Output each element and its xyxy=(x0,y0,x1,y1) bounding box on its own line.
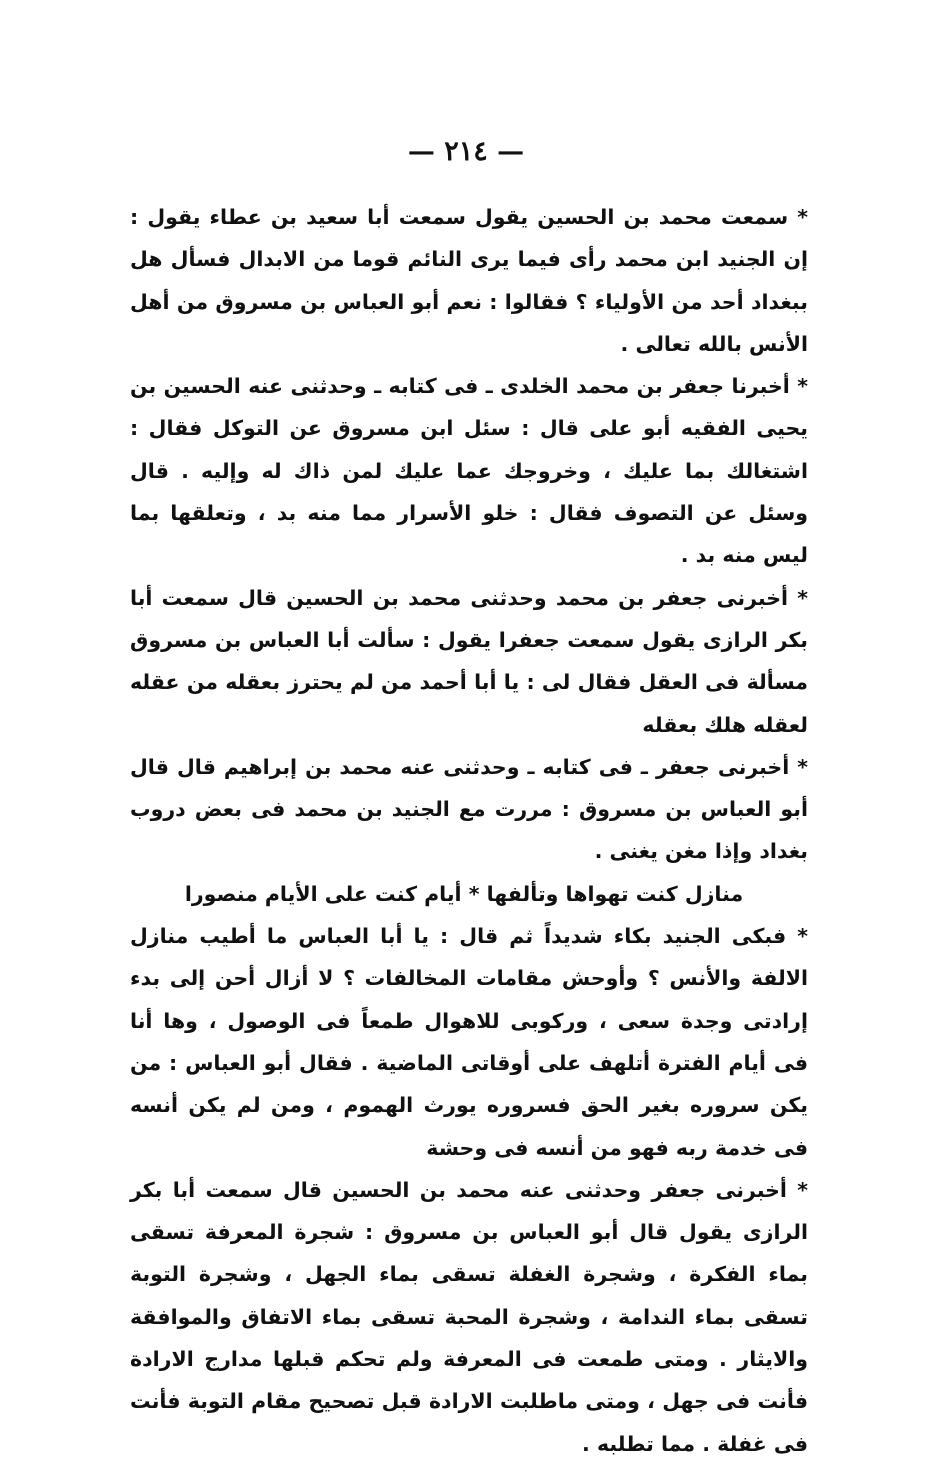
paragraph-6: * أخبرنى جعفر وحدثنى عنه محمد بن الحسين قال سمعت أبا بكر الرازى يقول قال أبو العباس بن مسروق : شجرة المعرفة تسقى بماء الفكرة ، وشجرة الغفلة تسقى بماء الجهل ، وشجرة التوبة تسقى بماء الندامة ، وشجرة المحبة تسقى بماء الاتفاق والموافقة والايثار . ومتى طمعت فى المعرفة ولم تحكم قبلها مدارج الارادة فأنت فى جهل ، ومتى ماطلبت الارادة قبل تصحيح مقام التوبة فأنت فى غفلة . مما تطلبه . xyxy=(130,1177,808,1456)
paragraph-5: * فبكى الجنيد بكاء شديداً ثم قال : يا أبا العباس ما أطيب منازل الالفة والأنس ؟ وأوحش مقامات المخالفات ؟ لا أزال أحن إلى بدء إرادتى وجدة سعى ، وركوبى للاهوال طمعاً فى الوصول ، وها أنا فى أيام الفترة أتلهف على أوقاتى الماضية . فقال أبو العباس : من يكن سروره بغير الحق فسروره يورث الهموم ، ومن لم يكن أنسه فى خدمة ربه فهو من أنسه فى وحشة xyxy=(130,924,808,1160)
paragraph-3: * أخبرنى جعفر بن محمد وحدثنى محمد بن الحسين قال سمعت أبا بكر الرازى يقول سمعت جعفرا يقول : سألت أبا العباس بن مسروق مسألة فى العقل فقال لى : يا أبا أحمد من لم يحترز بعقله من عقله لعقله هلك بعقله xyxy=(130,585,808,737)
page-body xyxy=(130,196,808,1465)
paragraph-4: * أخبرنى جعفر ـ فى كتابه ـ وحدثنى عنه محمد بن إبراهيم قال قال أبو العباس بن مسروق : مررت مع الجنيد بن محمد فى بعض دروب بغداد وإذا مغن يغنى . xyxy=(130,754,808,864)
paragraph-2: * أخبرنا جعفر بن محمد الخلدى ـ فى كتابه ـ وحدثنى عنه الحسين بن يحيى الفقيه أبو على قال : سئل ابن مسروق عن التوكل فقال : اشتغالك بما عليك ، وخروجك عما عليك لمن ذاك له وإليه . قال وسئل عن التصوف فقال : خلو الأسرار مما منه بد ، وتعلقها بما ليس منه بد . xyxy=(130,374,808,568)
poetry-verse: منازل كنت تهواها وتألفها * أيام كنت على الأيام منصورا xyxy=(184,881,744,906)
page-number: — ٢١٤ — xyxy=(407,136,525,167)
paragraph-1: * سمعت محمد بن الحسين يقول سمعت أبا سعيد بن عطاء يقول : إن الجنيد ابن محمد رأى فيما يرى النائم قوما من الابدال فسأل هل ببغداد أحد من الأولياء ؟ فقالوا : نعم أبو العباس بن مسروق من أهل الأنس بالله تعالى . xyxy=(130,205,808,356)
